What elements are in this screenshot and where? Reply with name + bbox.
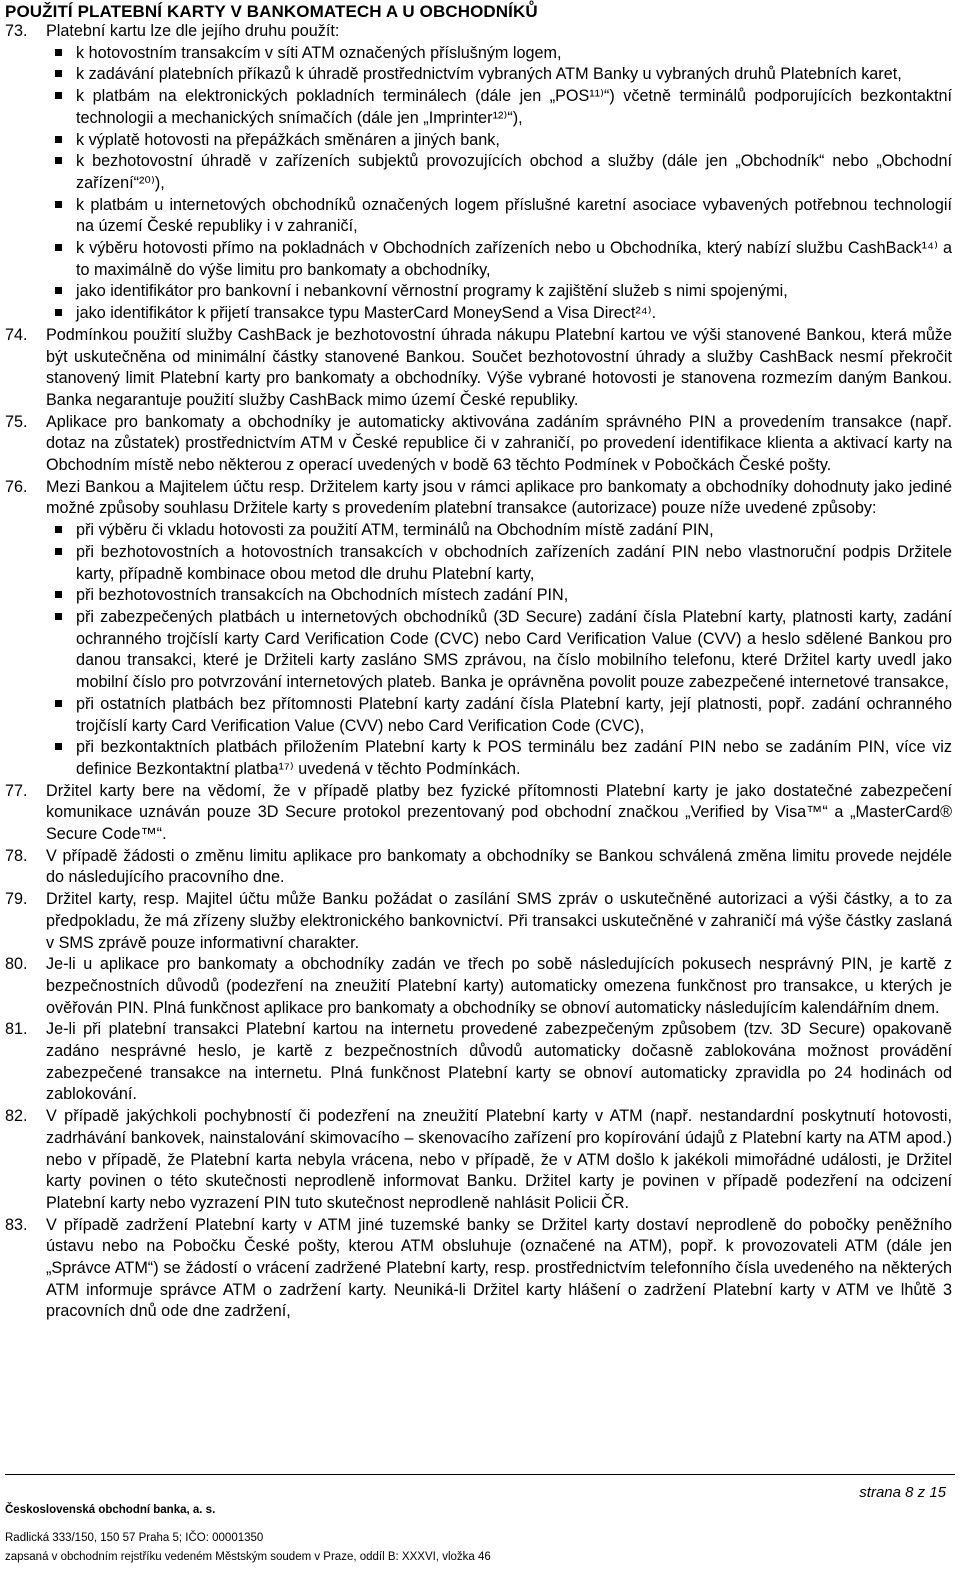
section-text: V případě žádosti o změnu limitu aplikace pro bankomaty a obchodníky se Bankou schválená změna limitu provede nejdéle do následujícího pracovního dne.: [46, 846, 952, 887]
section-text: Mezi Bankou a Majitelem účtu resp. Držitelem karty jsou v rámci aplikace pro bankomaty a obchodníky dohodnuty jako jediné možné způsoby souhlasu Držitele karty s provedením platební transakce (autorizace) pouze níže uvedené způsoby:: [46, 477, 952, 518]
section-number: 80.: [5, 955, 28, 974]
bullet-list: [46, 520, 952, 780]
section-number: 74.: [5, 325, 28, 344]
section-item: [0, 889, 960, 954]
section-number: 81.: [5, 1020, 28, 1039]
page-number: strana 8 z 15: [859, 1484, 946, 1501]
bullet-item: k bezhotovostní úhradě v zařízeních subjektů provozujících obchod a služby (dále jen „Obchodník“ nebo „Obchodní zařízení“²⁰⁾),: [46, 151, 952, 194]
section-text: Držitel karty, resp. Majitel účtu může Banku požádat o zasílání SMS zpráv o uskutečněné autorizaci a výši částky, a to za předpokladu, že má zřízeny služby elektronického bankovnictví. Při transakci uskutečněné v zahraničí má výše částky zaslaná v SMS zprávě pouze informativní charakter.: [46, 890, 952, 952]
document-body: [0, 21, 960, 1323]
footer-address: Radlická 333/150, 150 57 Praha 5; IČO: 00001350: [5, 1532, 264, 1544]
section-number: 79.: [5, 890, 28, 909]
section-item: [0, 477, 960, 781]
section-item: [0, 1106, 960, 1215]
section-text: Je-li u aplikace pro bankomaty a obchodníky zadán ve třech po sobě následujících pokusech nesprávný PIN, je kartě z bezpečnostních důvodů (podezření na zneužití Platební karty) automaticky omezena funkčnost pro transakce, u kterých je ověřován PIN. Plná funkčnost aplikace pro bankomaty a obchodníky se obnoví automaticky následujícím kalendářním dnem.: [46, 955, 952, 1017]
bullet-item: k výplatě hotovosti na přepážkách směnáren a jiných bank,: [46, 130, 952, 152]
bullet-item: při zabezpečených platbách u internetových obchodníků (3D Secure) zadání čísla Platební karty, platnosti karty, zadání ochranného trojčíslí karty Card Verification Code (CVC) nebo Card Verification Value (CVV) a heslo sdělené Bankou pro danou transakci, které je Držiteli karty zasláno SMS zprávou, na číslo mobilního telefonu, které Držitel karty uvedl jako mobilní číslo pro potvrzování internetových plateb. Banka je oprávněna povolit pouze zabezpečené internetové transakce,: [46, 607, 952, 694]
section-text: V případě zadržení Platební karty v ATM jiné tuzemské banky se Držitel karty dostaví neprodleně do pobočky peněžního ústavu nebo na Pobočku České pošty, kterou ATM obsluhuje (označené na ATM), popř. k provozovateli ATM (dále jen „Správce ATM“) se žádostí o vrácení zadržené Platební karty, resp. prostřednictvím telefonního čísla uvedeného na některých ATM informuje správce ATM o zadržení karty. Neuniká-li Držitel karty hlášení o zadržení Platební karty v ATM ve lhůtě 3 pracovních dnů ode dne zadržení,: [46, 1215, 952, 1321]
bullet-item: k zadávání platebních příkazů k úhradě prostřednictvím vybraných ATM Banky u vybraných druhů Platebních karet,: [46, 64, 952, 86]
bullet-item: k platbám u internetových obchodníků označených logem příslušné karetní asociace vybavených potřebnou technologií na území České republiky i v zahraničí,: [46, 195, 952, 238]
section-heading: POUŽITÍ PLATEBNÍ KARTY V BANKOMATECH A U OBCHODNÍKŮ: [5, 2, 538, 21]
bullet-list: [46, 43, 952, 325]
bullet-item: k platbám na elektronických pokladních terminálech (dále jen „POS¹¹⁾“) včetně terminálů podporujících bezkontaktní technologii a mechanických snímačích (dále jen „Imprinter¹²⁾“),: [46, 86, 952, 129]
section-number: 82.: [5, 1107, 28, 1126]
section-number: 73.: [5, 22, 28, 40]
section-number: 83.: [5, 1215, 28, 1234]
section-text: Podmínkou použití služby CashBack je bezhotovostní úhrada nákupu Platební kartou ve výši stanovené Bankou, která může být uskutečněna od minimální částky stanovené Bankou. Součet bezhotovostní úhrady a služby CashBack nesmí překročit stanovený limit Platební karty pro bankomaty a obchodníky. Výše vybrané hotovosti je stanovena rozmezím daným Bankou. Banka negarantuje použití služby CashBack mimo území České republiky.: [46, 325, 952, 409]
section-number: 77.: [5, 781, 28, 800]
section-text: Je-li při platební transakci Platební kartou na internetu provedené zabezpečeným způsobem (tzv. 3D Secure) opakovaně zadáno nesprávné heslo, je kartě z bezpečnostních důvodů automaticky dočasně zablokována možnost provádění zabezpečené transakce na internetu. Plná funkčnost Platební karty se obnoví automaticky zpravidla po 24 hodinách od zablokování.: [46, 1020, 952, 1104]
bullet-item: k hotovostním transakcím v síti ATM označených příslušným logem,: [46, 43, 952, 65]
section-text: Platební kartu lze dle jejího druhu použít:: [46, 22, 340, 40]
section-number: 76.: [5, 477, 28, 496]
bullet-item: při bezhotovostních a hotovostních transakcích v obchodních zařízeních zadání PIN nebo vlastnoruční podpis Držitele karty, případně kombinace obou metod dle druhu Platební karty,: [46, 542, 952, 585]
bullet-item: jako identifikátor k přijetí transakce typu MasterCard MoneySend a Visa Direct²⁴⁾.: [46, 303, 952, 325]
footer-company: Československá obchodní banka, a. s.: [5, 1504, 216, 1516]
section-item: [0, 954, 960, 1019]
footer-registry: zapsaná v obchodním rejstříku vedeném Městským soudem v Praze, oddíl B: XXXVI, vložka 46: [5, 1551, 491, 1563]
section-item: [0, 325, 960, 412]
section-item: [0, 781, 960, 846]
section-item: [0, 846, 960, 889]
section-item: [0, 412, 960, 477]
footer-divider: [5, 1474, 955, 1475]
section-text: V případě jakýchkoli pochybností či podezření na zneužití Platební karty v ATM (např. nestandardní poskytnutí hotovosti, zadrhávání bankovek, nainstalování skimovacího – skenovacího zařízení pro kopírování údajů z Platební karty na ATM apod.) nebo v případě, že Platební karta nebyla vrácena, nebo v případě, že v ATM došlo k jakékoli mimořádné události, je Držitel karty povinen o této skutečnosti neprodleně informovat Banku. Držitel karty je povinen v případě podezření na odcizení Platební karty nebo vyzrazení PIN tuto skutečnost neprodleně nahlásit Policii ČR.: [46, 1107, 952, 1212]
bullet-item: při ostatních platbách bez přítomnosti Platební karty zadání čísla Platební karty, její platnosti, popř. zadání ochranného trojčíslí karty Card Verification Value (CVV) nebo Card Verification Code (CVC),: [46, 694, 952, 737]
section-text: Aplikace pro bankomaty a obchodníky je automaticky aktivována zadáním správného PIN a provedením transakce (např. dotaz na zůstatek) prostřednictvím ATM v České republice či v zahraničí, po provedení identifikace klienta a aktivací karty na Obchodním místě nebo některou z operací uvedených v bodě 63 těchto Podmínek v Pobočkách České pošty.: [46, 412, 952, 475]
section-number: 78.: [5, 846, 28, 865]
bullet-item: při výběru či vkladu hotovosti za použití ATM, terminálů na Obchodním místě zadání PIN,: [46, 520, 952, 542]
section-item: [0, 21, 960, 325]
section-item: [0, 1019, 960, 1106]
section-number: 75.: [5, 412, 28, 431]
section-item: [0, 1215, 960, 1324]
bullet-item: při bezkontaktních platbách přiložením Platební karty k POS terminálu bez zadání PIN nebo se zadáním PIN, více viz definice Bezkontaktní platba¹⁷⁾ uvedená v těchto Podmínkách.: [46, 737, 952, 780]
bullet-item: k výběru hotovosti přímo na pokladnách v Obchodních zařízeních nebo u Obchodníka, který nabízí službu CashBack¹⁴⁾ a to maximálně do výše limitu pro bankomaty a obchodníky,: [46, 238, 952, 281]
bullet-item: při bezhotovostních transakcích na Obchodních místech zadání PIN,: [46, 585, 952, 607]
bullet-item: jako identifikátor pro bankovní i nebankovní věrnostní programy k zajištění služeb s nimi spojenými,: [46, 281, 952, 303]
section-text: Držitel karty bere na vědomí, že v případě platby bez fyzické přítomnosti Platební karty je jako dostatečné zabezpečení komunikace uznáván pouze 3D Secure protokol prezentovaný pod obchodní značkou „Verified by Visa™“ a „MasterCard® Secure Code™“.: [46, 781, 952, 844]
